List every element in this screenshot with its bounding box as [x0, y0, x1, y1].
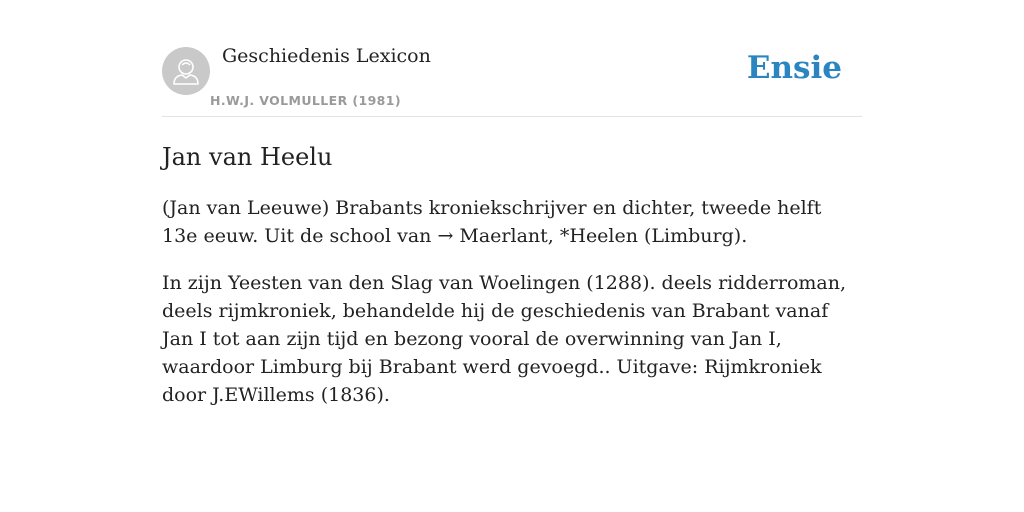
entry-paragraph: In zijn Yeesten van den Slag van Woelingen (1288). deels ridderroman, deels rijmkroniek, behandelde hij de geschiedenis van Brabant vanaf Jan I tot aan zijn tijd en bezong vooral de overwinning van Jan I, waardoor Limburg bij Brabant werd gevoegd.. Uitgave: Rijmkroniek door J.EWillems (1836). [162, 272, 847, 406]
source-header [162, 0, 862, 117]
avatar[interactable] [162, 47, 210, 95]
source-author[interactable]: H.W.J. VOLMULLER (1981) [210, 93, 401, 108]
source-title[interactable]: Geschiedenis Lexicon [222, 45, 431, 67]
user-icon [162, 47, 210, 95]
entry-title: Jan van Heelu [162, 143, 333, 171]
page [162, 0, 862, 409]
entry-paragraph: (Jan van Leeuwe) Brabants kroniekschrijver en dichter, tweede helft 13e eeuw. Uit de school van → Maerlant, *Heelen (Limburg). [162, 197, 822, 247]
brand-logo[interactable]: Ensie [746, 50, 842, 86]
